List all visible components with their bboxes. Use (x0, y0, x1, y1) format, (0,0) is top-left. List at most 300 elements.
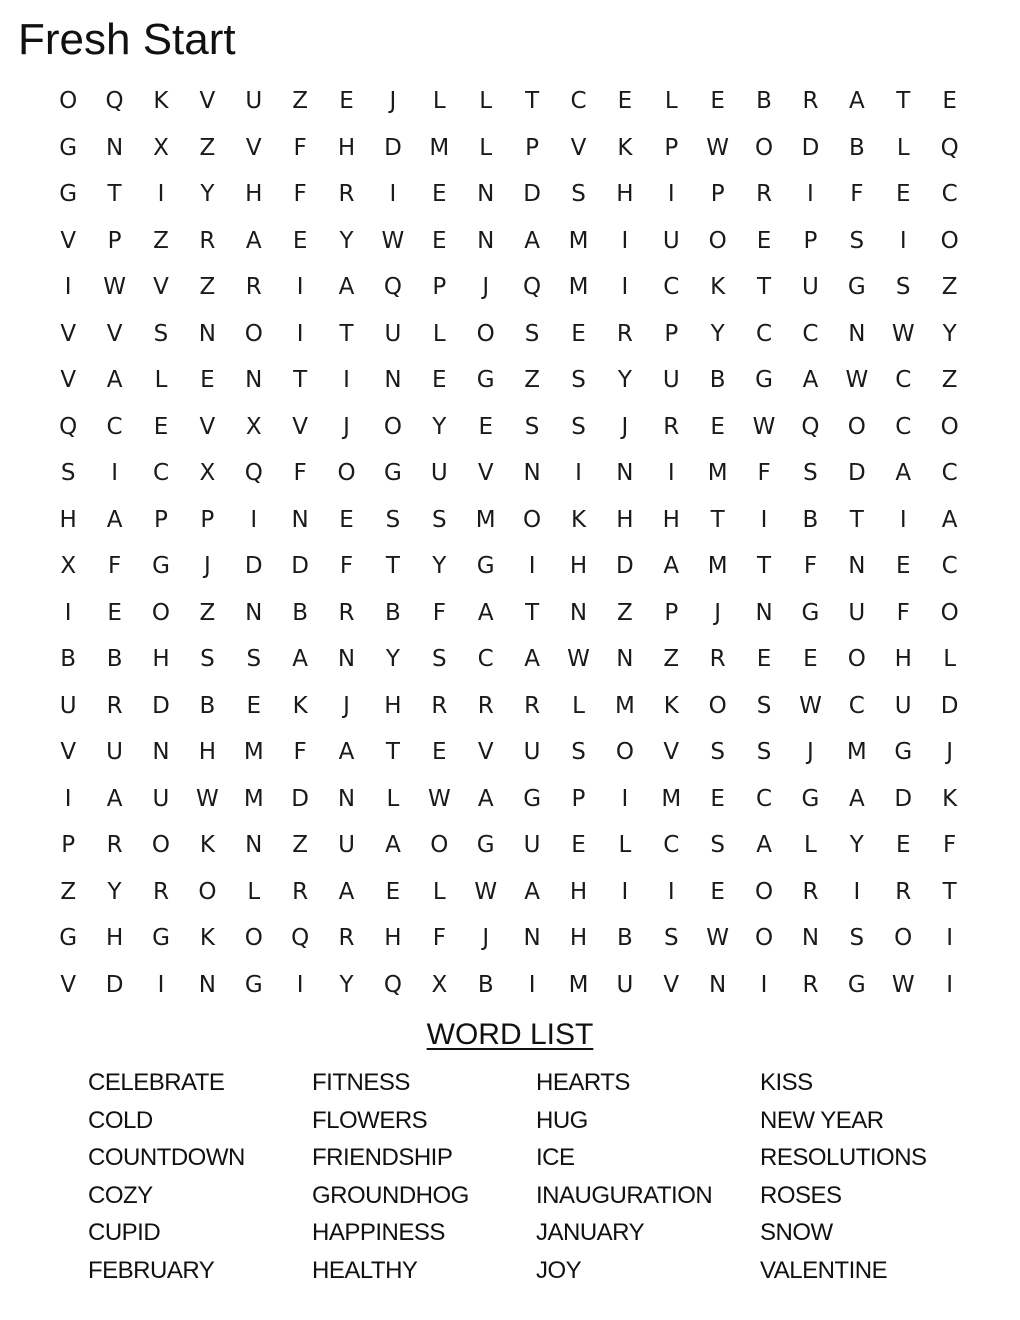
grid-letter: W (381, 227, 405, 254)
word-list-item: HAPPINESS (312, 1219, 445, 1246)
grid-letter: E (895, 832, 911, 859)
grid-letter: U (616, 971, 634, 998)
word-list-item: RESOLUTIONS (760, 1144, 927, 1171)
grid-letter: P (61, 832, 76, 859)
grid-letter: N (848, 553, 866, 580)
grid-letter: H (384, 925, 402, 952)
grid-letter: V (663, 971, 680, 998)
grid-letter: Z (663, 646, 680, 673)
grid-letter: B (199, 692, 216, 719)
grid-letter: A (848, 88, 865, 115)
grid-letter: D (616, 553, 634, 580)
grid-letter: F (339, 553, 354, 580)
grid-letter: P (664, 134, 679, 161)
grid-letter: N (848, 320, 866, 347)
word-list-item: FITNESS (312, 1069, 410, 1096)
grid-letter: P (200, 506, 215, 533)
grid-letter: E (432, 739, 447, 766)
grid-letter: N (755, 599, 773, 626)
word-list-item: FLOWERS (312, 1106, 428, 1134)
grid-letter: O (383, 413, 402, 440)
grid-letter: I (64, 785, 72, 812)
grid-letter: Z (617, 599, 633, 626)
grid-letter: C (570, 88, 587, 115)
grid-letter: O (476, 320, 495, 347)
grid-letter: I (157, 181, 165, 208)
grid-letter: Z (199, 599, 216, 626)
grid-letter: L (664, 88, 678, 115)
grid-letter: B (756, 88, 772, 115)
grid-letter: I (807, 181, 814, 208)
grid-letter: M (568, 227, 589, 254)
word-list-heading-text: WORD LIST (426, 1018, 594, 1051)
grid-letter: E (432, 181, 447, 208)
grid-letter: O (755, 134, 774, 161)
grid-letter: O (59, 88, 78, 115)
grid-letter: E (571, 832, 586, 859)
grid-letter: S (849, 227, 865, 254)
grid-letter: Z (153, 227, 169, 254)
grid-letter: A (245, 227, 262, 254)
grid-letter: M (475, 506, 496, 533)
grid-letter: W (752, 413, 776, 440)
grid-letter: Y (385, 646, 400, 673)
grid-letter: I (157, 971, 165, 998)
word-list-item: JANUARY (536, 1219, 645, 1246)
grid-letter: H (59, 506, 77, 533)
word-list (88, 1064, 984, 1289)
grid-letter: R (338, 925, 355, 952)
grid-letter: G (152, 925, 170, 952)
grid-letter: O (708, 227, 727, 254)
grid-letter: E (617, 88, 633, 115)
grid-letter: D (244, 553, 263, 580)
grid-letter: A (756, 832, 772, 859)
grid-letter: Q (383, 274, 402, 301)
grid-letter: B (385, 599, 401, 626)
grid-letter: D (523, 181, 541, 208)
grid-letter: J (807, 739, 814, 766)
grid-letter: S (385, 506, 401, 533)
grid-letter: X (431, 971, 448, 998)
word-list-item: COLD (88, 1106, 153, 1134)
grid-letter: I (946, 925, 954, 952)
grid-letter: B (60, 646, 77, 673)
grid-letter: V (477, 739, 494, 766)
grid-letter: U (662, 367, 680, 394)
grid-letter: S (663, 925, 679, 952)
letter-grid (45, 78, 973, 1008)
grid-letter: K (199, 925, 215, 952)
grid-letter: W (845, 367, 869, 394)
grid-letter: Y (107, 878, 122, 905)
grid-letter: R (524, 692, 541, 719)
grid-letter: N (616, 646, 634, 673)
grid-letter: R (663, 413, 680, 440)
grid-letter: F (432, 599, 446, 626)
grid-letter: Z (199, 274, 216, 301)
grid-letter: L (432, 878, 446, 905)
grid-letter: A (477, 599, 494, 626)
grid-letter: E (942, 88, 957, 115)
grid-letter: H (152, 646, 170, 673)
grid-letter: G (801, 599, 820, 626)
grid-letter: U (152, 785, 170, 812)
word-list-item: HUG (536, 1106, 588, 1134)
grid-letter: H (569, 878, 588, 905)
grid-letter: G (59, 181, 78, 208)
grid-letter: T (849, 506, 864, 533)
grid-letter: T (339, 320, 354, 347)
grid-letter: J (389, 88, 397, 115)
grid-letter: L (896, 134, 910, 161)
grid-letter: O (151, 832, 171, 859)
grid-letter: A (106, 785, 123, 812)
grid-letter: I (621, 878, 629, 905)
grid-letter: G (801, 785, 820, 812)
grid-letter: B (292, 599, 309, 626)
grid-letter: Q (940, 134, 959, 161)
grid-letter: O (755, 925, 774, 952)
grid-letter: O (615, 739, 634, 766)
grid-letter: M (707, 460, 728, 487)
grid-letter: T (107, 181, 122, 208)
grid-letter: G (384, 460, 402, 487)
grid-letter: C (152, 460, 169, 487)
grid-letter: G (894, 739, 913, 766)
grid-letter: Y (339, 227, 354, 254)
grid-letter: E (432, 367, 447, 394)
word-list-item: HEARTS (536, 1069, 630, 1096)
grid-letter: X (60, 553, 77, 580)
grid-letter: L (804, 832, 817, 859)
grid-letter: O (523, 506, 542, 533)
grid-letter: K (153, 88, 169, 115)
grid-letter: L (432, 320, 446, 347)
grid-letter: R (106, 692, 123, 719)
word-list-item: FEBRUARY (88, 1256, 215, 1284)
word-list-item: ROSES (760, 1181, 842, 1209)
grid-letter: Y (432, 413, 447, 440)
grid-letter: A (524, 646, 540, 673)
grid-letter: G (476, 367, 495, 394)
grid-letter: I (760, 971, 768, 998)
grid-letter: W (567, 646, 590, 673)
grid-letter: C (802, 320, 819, 347)
grid-letter: N (245, 367, 263, 394)
grid-letter: V (477, 460, 494, 487)
grid-letter: C (848, 692, 865, 719)
grid-letter: S (571, 181, 586, 208)
grid-letter: Q (105, 88, 124, 115)
grid-letter: V (199, 413, 216, 440)
grid-letter: B (802, 506, 819, 533)
grid-letter: T (942, 878, 957, 905)
grid-letter: J (482, 925, 490, 952)
grid-letter: G (59, 134, 78, 161)
grid-letter: F (293, 460, 307, 487)
grid-letter: G (847, 274, 866, 301)
grid-letter: P (154, 506, 168, 533)
grid-letter: X (245, 413, 262, 440)
grid-letter: S (60, 460, 76, 487)
grid-letter: K (617, 134, 633, 161)
grid-letter: N (523, 460, 541, 487)
grid-letter: M (243, 739, 264, 766)
grid-letter: H (337, 134, 356, 161)
grid-letter: F (293, 134, 307, 161)
grid-letter: C (756, 785, 773, 812)
grid-letter: F (432, 925, 446, 952)
grid-letter: V (663, 739, 680, 766)
grid-letter: D (105, 971, 124, 998)
grid-letter: O (847, 646, 866, 673)
grid-letter: D (152, 692, 170, 719)
grid-letter: D (940, 692, 959, 719)
grid-letter: B (709, 367, 726, 394)
grid-letter: C (756, 320, 773, 347)
grid-letter: E (895, 553, 911, 580)
grid-letter: L (572, 692, 585, 719)
grid-letter: D (801, 134, 820, 161)
grid-letter: U (894, 692, 912, 719)
word-list-item: GROUNDHOG (312, 1181, 469, 1209)
grid-letter: L (943, 646, 957, 673)
grid-letter: X (153, 134, 169, 161)
grid-letter: R (477, 692, 494, 719)
grid-letter: I (111, 460, 118, 487)
grid-letter: Y (432, 553, 447, 580)
grid-letter: V (245, 134, 262, 161)
grid-letter: Z (292, 832, 309, 859)
grid-letter: S (571, 367, 586, 394)
grid-letter: U (59, 692, 77, 719)
grid-letter: T (757, 274, 772, 301)
grid-letter: F (757, 460, 771, 487)
grid-letter: S (246, 646, 262, 673)
grid-letter: C (941, 181, 958, 208)
grid-letter: N (709, 971, 727, 998)
word-list-item: NEW YEAR (760, 1106, 884, 1134)
word-list-item: JOY (536, 1256, 582, 1284)
grid-letter: R (756, 181, 773, 208)
grid-letter: U (802, 274, 819, 301)
grid-letter: E (200, 367, 215, 394)
grid-letter: K (570, 506, 587, 533)
grid-letter: A (802, 367, 819, 394)
grid-letter: N (105, 134, 124, 161)
grid-letter: O (337, 460, 356, 487)
grid-letter: S (432, 506, 447, 533)
grid-letter: N (384, 367, 402, 394)
grid-letter: Z (199, 134, 216, 161)
grid-letter: G (59, 925, 78, 952)
grid-letter: R (245, 274, 262, 301)
grid-letter: S (710, 739, 725, 766)
grid-letter: I (667, 460, 675, 487)
grid-letter: Z (941, 274, 958, 301)
grid-letter: L (386, 785, 400, 812)
grid-letter: M (568, 274, 589, 301)
word-list-item: CELEBRATE (88, 1069, 225, 1096)
grid-letter: J (946, 739, 954, 766)
grid-letter: I (296, 320, 304, 347)
grid-letter: I (296, 274, 304, 301)
word-list-item: SNOW (760, 1219, 833, 1246)
word-list-item: COZY (88, 1181, 153, 1209)
grid-letter: R (152, 878, 169, 905)
grid-letter: O (894, 925, 913, 952)
grid-letter: A (292, 646, 309, 673)
grid-letter: W (706, 134, 730, 161)
grid-letter: E (432, 227, 447, 254)
grid-letter: E (756, 646, 772, 673)
grid-letter: D (291, 553, 309, 580)
grid-letter: V (199, 88, 216, 115)
grid-letter: A (477, 785, 494, 812)
word-list-item: HEALTHY (312, 1256, 418, 1284)
grid-letter: G (152, 553, 170, 580)
grid-letter: I (667, 181, 675, 208)
grid-letter: A (524, 878, 540, 905)
grid-letter: N (198, 320, 216, 347)
grid-letter: E (571, 320, 586, 347)
grid-letter: C (663, 832, 680, 859)
grid-letter: I (250, 506, 258, 533)
grid-letter: Z (292, 88, 309, 115)
grid-letter: A (338, 274, 355, 301)
grid-letter: W (891, 971, 915, 998)
grid-letter: Y (617, 367, 632, 394)
grid-letter: X (199, 460, 216, 487)
grid-letter: R (338, 181, 355, 208)
grid-letter: H (198, 739, 217, 766)
grid-letter: I (853, 878, 861, 905)
grid-letter: E (710, 785, 725, 812)
grid-letter: E (710, 88, 725, 115)
word-list-item: KISS (760, 1069, 813, 1096)
grid-letter: Q (244, 460, 263, 487)
grid-letter: V (292, 413, 309, 440)
page-title: Fresh Start (18, 15, 236, 64)
grid-letter: P (664, 320, 679, 347)
grid-letter: K (942, 785, 958, 812)
grid-letter: W (891, 320, 915, 347)
grid-letter: S (153, 320, 169, 347)
grid-letter: O (755, 878, 774, 905)
grid-letter: I (575, 460, 582, 487)
grid-letter: E (895, 181, 911, 208)
grid-letter: M (243, 785, 264, 812)
grid-letter: L (154, 367, 168, 394)
grid-letter: T (525, 599, 540, 626)
grid-letter: N (198, 971, 216, 998)
grid-letter: H (569, 553, 588, 580)
grid-letter: A (106, 367, 123, 394)
grid-letter: U (338, 832, 355, 859)
grid-letter: P (803, 227, 818, 254)
grid-letter: I (621, 227, 629, 254)
grid-letter: L (432, 88, 446, 115)
grid-letter: O (198, 878, 217, 905)
grid-letter: R (802, 88, 819, 115)
grid-letter: T (385, 739, 400, 766)
grid-letter: V (60, 971, 77, 998)
grid-letter: Q (291, 925, 310, 952)
grid-letter: F (803, 553, 818, 580)
grid-letter: E (339, 506, 354, 533)
grid-letter: M (614, 692, 635, 719)
grid-letter: A (663, 553, 680, 580)
word-list-item: COUNTDOWN (88, 1144, 245, 1171)
grid-letter: L (618, 832, 632, 859)
grid-letter: S (432, 646, 447, 673)
grid-letter: S (524, 413, 540, 440)
grid-letter: V (153, 274, 169, 301)
grid-letter: I (528, 553, 536, 580)
grid-letter: J (203, 553, 211, 580)
word-list-item: VALENTINE (760, 1256, 888, 1284)
grid-letter: T (710, 506, 725, 533)
grid-letter: R (895, 878, 912, 905)
grid-letter: S (200, 646, 215, 673)
grid-letter: E (803, 646, 818, 673)
grid-letter: P (571, 785, 586, 812)
grid-letter: R (616, 320, 633, 347)
grid-letter: U (523, 832, 541, 859)
grid-letter: L (479, 134, 493, 161)
grid-letter: M (661, 785, 682, 812)
grid-letter: A (106, 506, 123, 533)
grid-letter: R (709, 646, 726, 673)
grid-letter: M (846, 739, 867, 766)
word-list-item: CUPID (88, 1219, 161, 1246)
grid-letter: O (430, 832, 449, 859)
grid-letter: V (60, 367, 77, 394)
grid-letter: F (293, 739, 307, 766)
grid-letter: R (292, 878, 309, 905)
grid-letter: J (714, 599, 722, 626)
grid-letter: E (710, 413, 725, 440)
grid-letter: R (802, 971, 819, 998)
grid-letter: C (895, 413, 912, 440)
grid-letter: G (244, 971, 263, 998)
grid-letter: D (894, 785, 913, 812)
grid-letter: K (710, 274, 726, 301)
grid-letter: Q (523, 274, 542, 301)
grid-letter: O (940, 413, 959, 440)
grid-letter: Z (60, 878, 77, 905)
grid-letter: U (245, 88, 263, 115)
grid-letter: P (710, 181, 725, 208)
grid-letter: M (568, 971, 589, 998)
grid-letter: O (244, 320, 263, 347)
grid-letter: N (337, 646, 356, 673)
grid-letter: Z (941, 367, 958, 394)
grid-letter: D (291, 785, 309, 812)
grid-letter: P (525, 134, 540, 161)
grid-letter: Y (942, 320, 957, 347)
grid-letter: A (338, 878, 355, 905)
grid-letter: O (940, 227, 959, 254)
word-list-item: FRIENDSHIP (312, 1144, 453, 1171)
grid-letter: I (946, 971, 954, 998)
grid-letter: E (339, 88, 354, 115)
grid-letter: A (524, 227, 540, 254)
grid-letter: I (64, 599, 72, 626)
grid-letter: S (710, 832, 725, 859)
grid-letter: Z (524, 367, 540, 394)
